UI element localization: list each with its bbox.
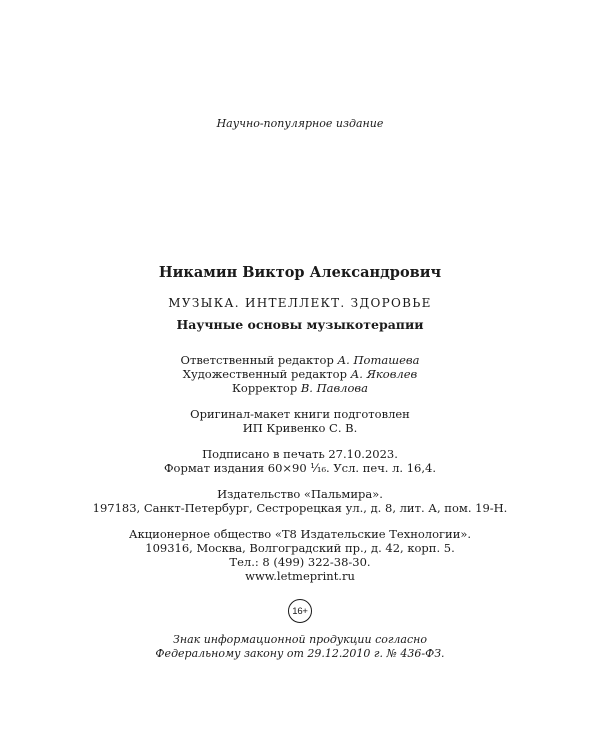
- credit-role: Ответственный редактор: [180, 353, 334, 367]
- edition-type: Научно-популярное издание: [216, 117, 384, 130]
- layout-note-line1: Оригинал-макет книги подготовлен: [190, 407, 410, 421]
- credit-art-editor: [0, 367, 600, 381]
- print-format: Формат издания 60×90 ¹⁄₁₆. Усл. печ. л. 16,4.: [163, 461, 436, 475]
- layout-note-line2: ИП Кривенко С. В.: [242, 421, 358, 435]
- credit-executive-editor: [0, 353, 600, 367]
- printer-website: www.letmeprint.ru: [245, 569, 355, 583]
- book-subtitle: Научные основы музыкотерапии: [176, 317, 424, 332]
- printer-name: Акционерное общество «Т8 Издательские Технологии».: [128, 527, 472, 541]
- credit-role: Корректор: [232, 381, 298, 395]
- credit-person: А. Яковлев: [350, 367, 418, 381]
- printer-address: 109316, Москва, Волгоградский пр., д. 42, корп. 5.: [145, 541, 455, 555]
- credit-person: В. Павлова: [300, 381, 368, 395]
- print-signed-date: Подписано в печать 27.10.2023.: [202, 447, 398, 461]
- age-rating-badge: 16+: [288, 599, 312, 623]
- credit-proofreader: [0, 381, 600, 395]
- credit-person: А. Поташева: [337, 353, 420, 367]
- credit-role: Художественный редактор: [182, 367, 347, 381]
- publisher-address: 197183, Санкт-Петербург, Сестрорецкая ул., д. 8, лит. А, пом. 19-Н.: [92, 501, 508, 515]
- publisher-name: Издательство «Пальмира».: [217, 487, 383, 501]
- book-title: МУЗЫКА. ИНТЕЛЛЕКТ. ЗДОРОВЬЕ: [168, 296, 432, 310]
- author-name: Никамин Виктор Александрович: [158, 264, 442, 281]
- printer-phone: Тел.: 8 (499) 322-38-30.: [229, 555, 371, 569]
- info-notice-line2: Федеральному закону от 29.12.2010 г. № 436-ФЗ.: [155, 647, 445, 660]
- info-notice-line1: Знак информационной продукции согласно: [172, 633, 428, 646]
